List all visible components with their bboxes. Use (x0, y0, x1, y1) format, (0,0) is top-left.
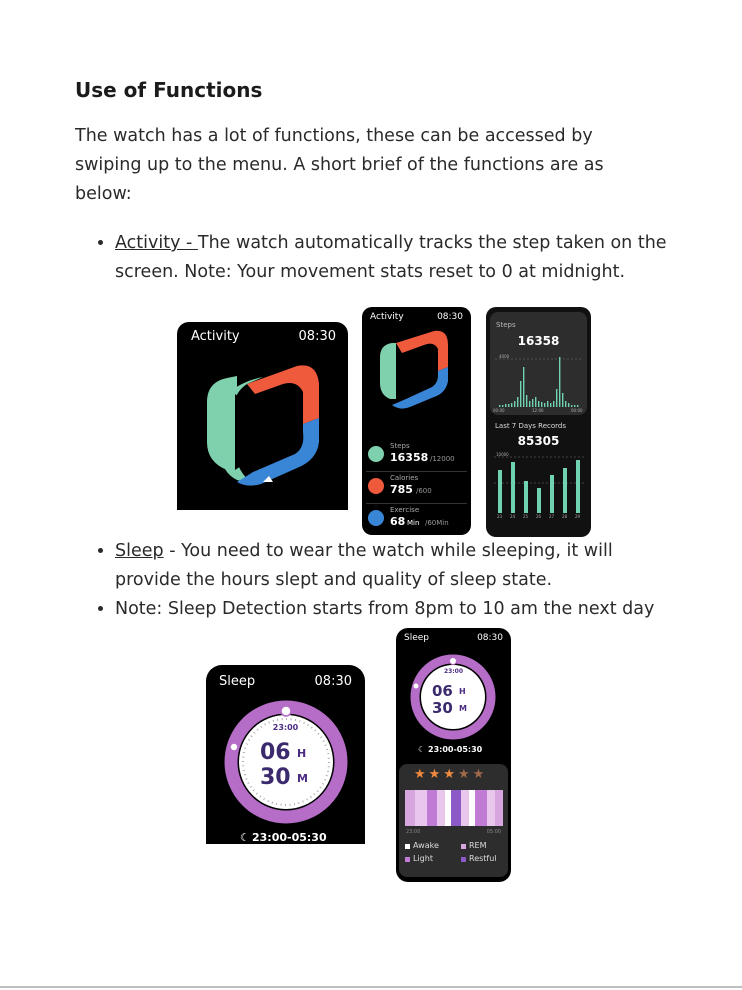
bullet-list-sleep (94, 537, 675, 624)
calories-goal: /600 (416, 487, 432, 495)
steps-card-label: Steps (496, 321, 516, 329)
steps-card-value: 16358 (517, 334, 560, 348)
records-day-labels (495, 514, 585, 522)
sleep-detail-time: 08:30 (477, 633, 503, 643)
dial-clock-label: 23:00 (272, 723, 299, 732)
mini-hours-unit: H (459, 687, 466, 696)
star-icon: ★ (457, 767, 473, 782)
activity-ring-icon (177, 322, 348, 510)
sleep-watch-screen (206, 665, 365, 844)
legend-swatch-rem (461, 844, 466, 849)
mini-minutes: 30 (432, 699, 453, 717)
steps-tick-end: 00:00 (571, 408, 583, 413)
section-heading: Use of Functions (75, 78, 263, 102)
legend-restful: Restful (469, 854, 497, 863)
bullet-list-activity (94, 229, 675, 287)
legend-swatch-restful (461, 857, 466, 862)
steps-icon (368, 446, 384, 462)
moon-icon: ☾ (240, 831, 250, 844)
stage-axis-start: 23:00 (406, 829, 421, 835)
stat-row-exercise (366, 504, 467, 535)
bullet-activity (115, 229, 675, 287)
exercise-unit: Min (407, 519, 420, 527)
star-icon: ★ (414, 767, 429, 782)
steps-goal: /12000 (430, 455, 455, 463)
legend-awake: Awake (413, 841, 439, 850)
activity-list-title: Activity (370, 312, 404, 322)
activity-mini-ring-icon (362, 307, 471, 437)
steps-value: 16358 (390, 451, 429, 464)
sleep-hours: 06 (260, 740, 291, 765)
day-label: 25 (523, 514, 529, 519)
star-icon: ★ (472, 767, 488, 782)
sleep-mini-dial (396, 628, 511, 753)
desc-activity: The watch automatically tracks the step taken on the screen. Note: Your movement stats reset to 0 at midnight. (115, 233, 667, 282)
records-week-chart (494, 455, 586, 515)
sleep-time: 08:30 (314, 674, 352, 689)
bullet-sleep (115, 537, 675, 595)
bullet-note (115, 595, 675, 624)
legend-rem: REM (469, 841, 487, 850)
calories-value: 785 (390, 483, 413, 496)
day-label: 23 (497, 514, 503, 519)
legend-swatch-awake (405, 844, 410, 849)
star-icon: ★ (428, 767, 444, 782)
activity-watch-screen (177, 322, 348, 510)
sleep-range: 23:00-05:30 (252, 831, 327, 844)
exercise-value: 68 (390, 515, 406, 528)
exercise-label: Exercise (390, 506, 420, 514)
activity-stats-list (366, 440, 467, 535)
sleep-rating (414, 767, 487, 782)
mini-sleep-range: 23:00-05:30 (428, 745, 483, 754)
sleep-minutes-unit: M (297, 772, 308, 785)
sleep-stage-chart (405, 790, 503, 826)
day-label: 28 (562, 514, 568, 519)
stage-axis-end: 05:00 (486, 829, 501, 835)
desc-sleep: - You need to wear the watch while sleeping, it will provide the hours slept and quality of sleep state. (115, 541, 613, 590)
term-sleep: Sleep (115, 541, 164, 561)
records-tick: 10000 (496, 452, 509, 457)
steps-card (490, 312, 587, 415)
steps-label: Steps (390, 442, 410, 450)
sleep-detail-screen (396, 628, 511, 882)
moon-icon: ☾ (418, 745, 426, 754)
steps-records-screen (486, 307, 591, 537)
stat-row-steps (366, 440, 467, 472)
page-bottom-rule (0, 986, 742, 988)
day-label: 29 (575, 514, 581, 519)
day-label: 27 (549, 514, 555, 519)
sleep-hours-unit: H (297, 747, 307, 760)
star-icon: ★ (443, 767, 458, 782)
legend-light: Light (413, 854, 433, 863)
activity-title: Activity (191, 329, 240, 344)
term-activity: Activity - (115, 233, 198, 253)
mini-dial-clock: 23:00 (443, 668, 464, 675)
activity-time: 08:30 (298, 329, 336, 344)
steps-tick-4000: 4000 (499, 354, 510, 359)
steps-day-chart (495, 357, 583, 407)
stat-row-calories (366, 472, 467, 504)
activity-list-time: 08:30 (437, 312, 463, 322)
sleep-title: Sleep (219, 674, 256, 689)
day-label: 24 (510, 514, 516, 519)
exercise-goal: /60Min (425, 519, 449, 527)
runner-icon (368, 510, 384, 526)
sleep-quality-card (399, 764, 508, 877)
steps-tick-mid: 12:00 (532, 408, 544, 413)
records-value: 85305 (517, 434, 560, 448)
activity-list-screen (362, 307, 471, 535)
flame-icon (368, 478, 384, 494)
intro-paragraph: The watch has a lot of functions, these can be accessed by swiping up to the menu. A short brief of the functions are as below: (75, 126, 604, 204)
sleep-detail-title: Sleep (404, 633, 430, 643)
sleep-minutes: 30 (260, 765, 291, 790)
legend-swatch-light (405, 857, 410, 862)
mini-hours: 06 (432, 682, 453, 700)
mini-minutes-unit: M (459, 704, 467, 713)
desc-note: Note: Sleep Detection starts from 8pm to 10 am the next day (115, 599, 655, 619)
records-label: Last 7 Days Records (495, 422, 567, 430)
day-label: 26 (536, 514, 542, 519)
steps-tick-start: 00:00 (493, 408, 505, 413)
calories-label: Calories (390, 474, 419, 482)
